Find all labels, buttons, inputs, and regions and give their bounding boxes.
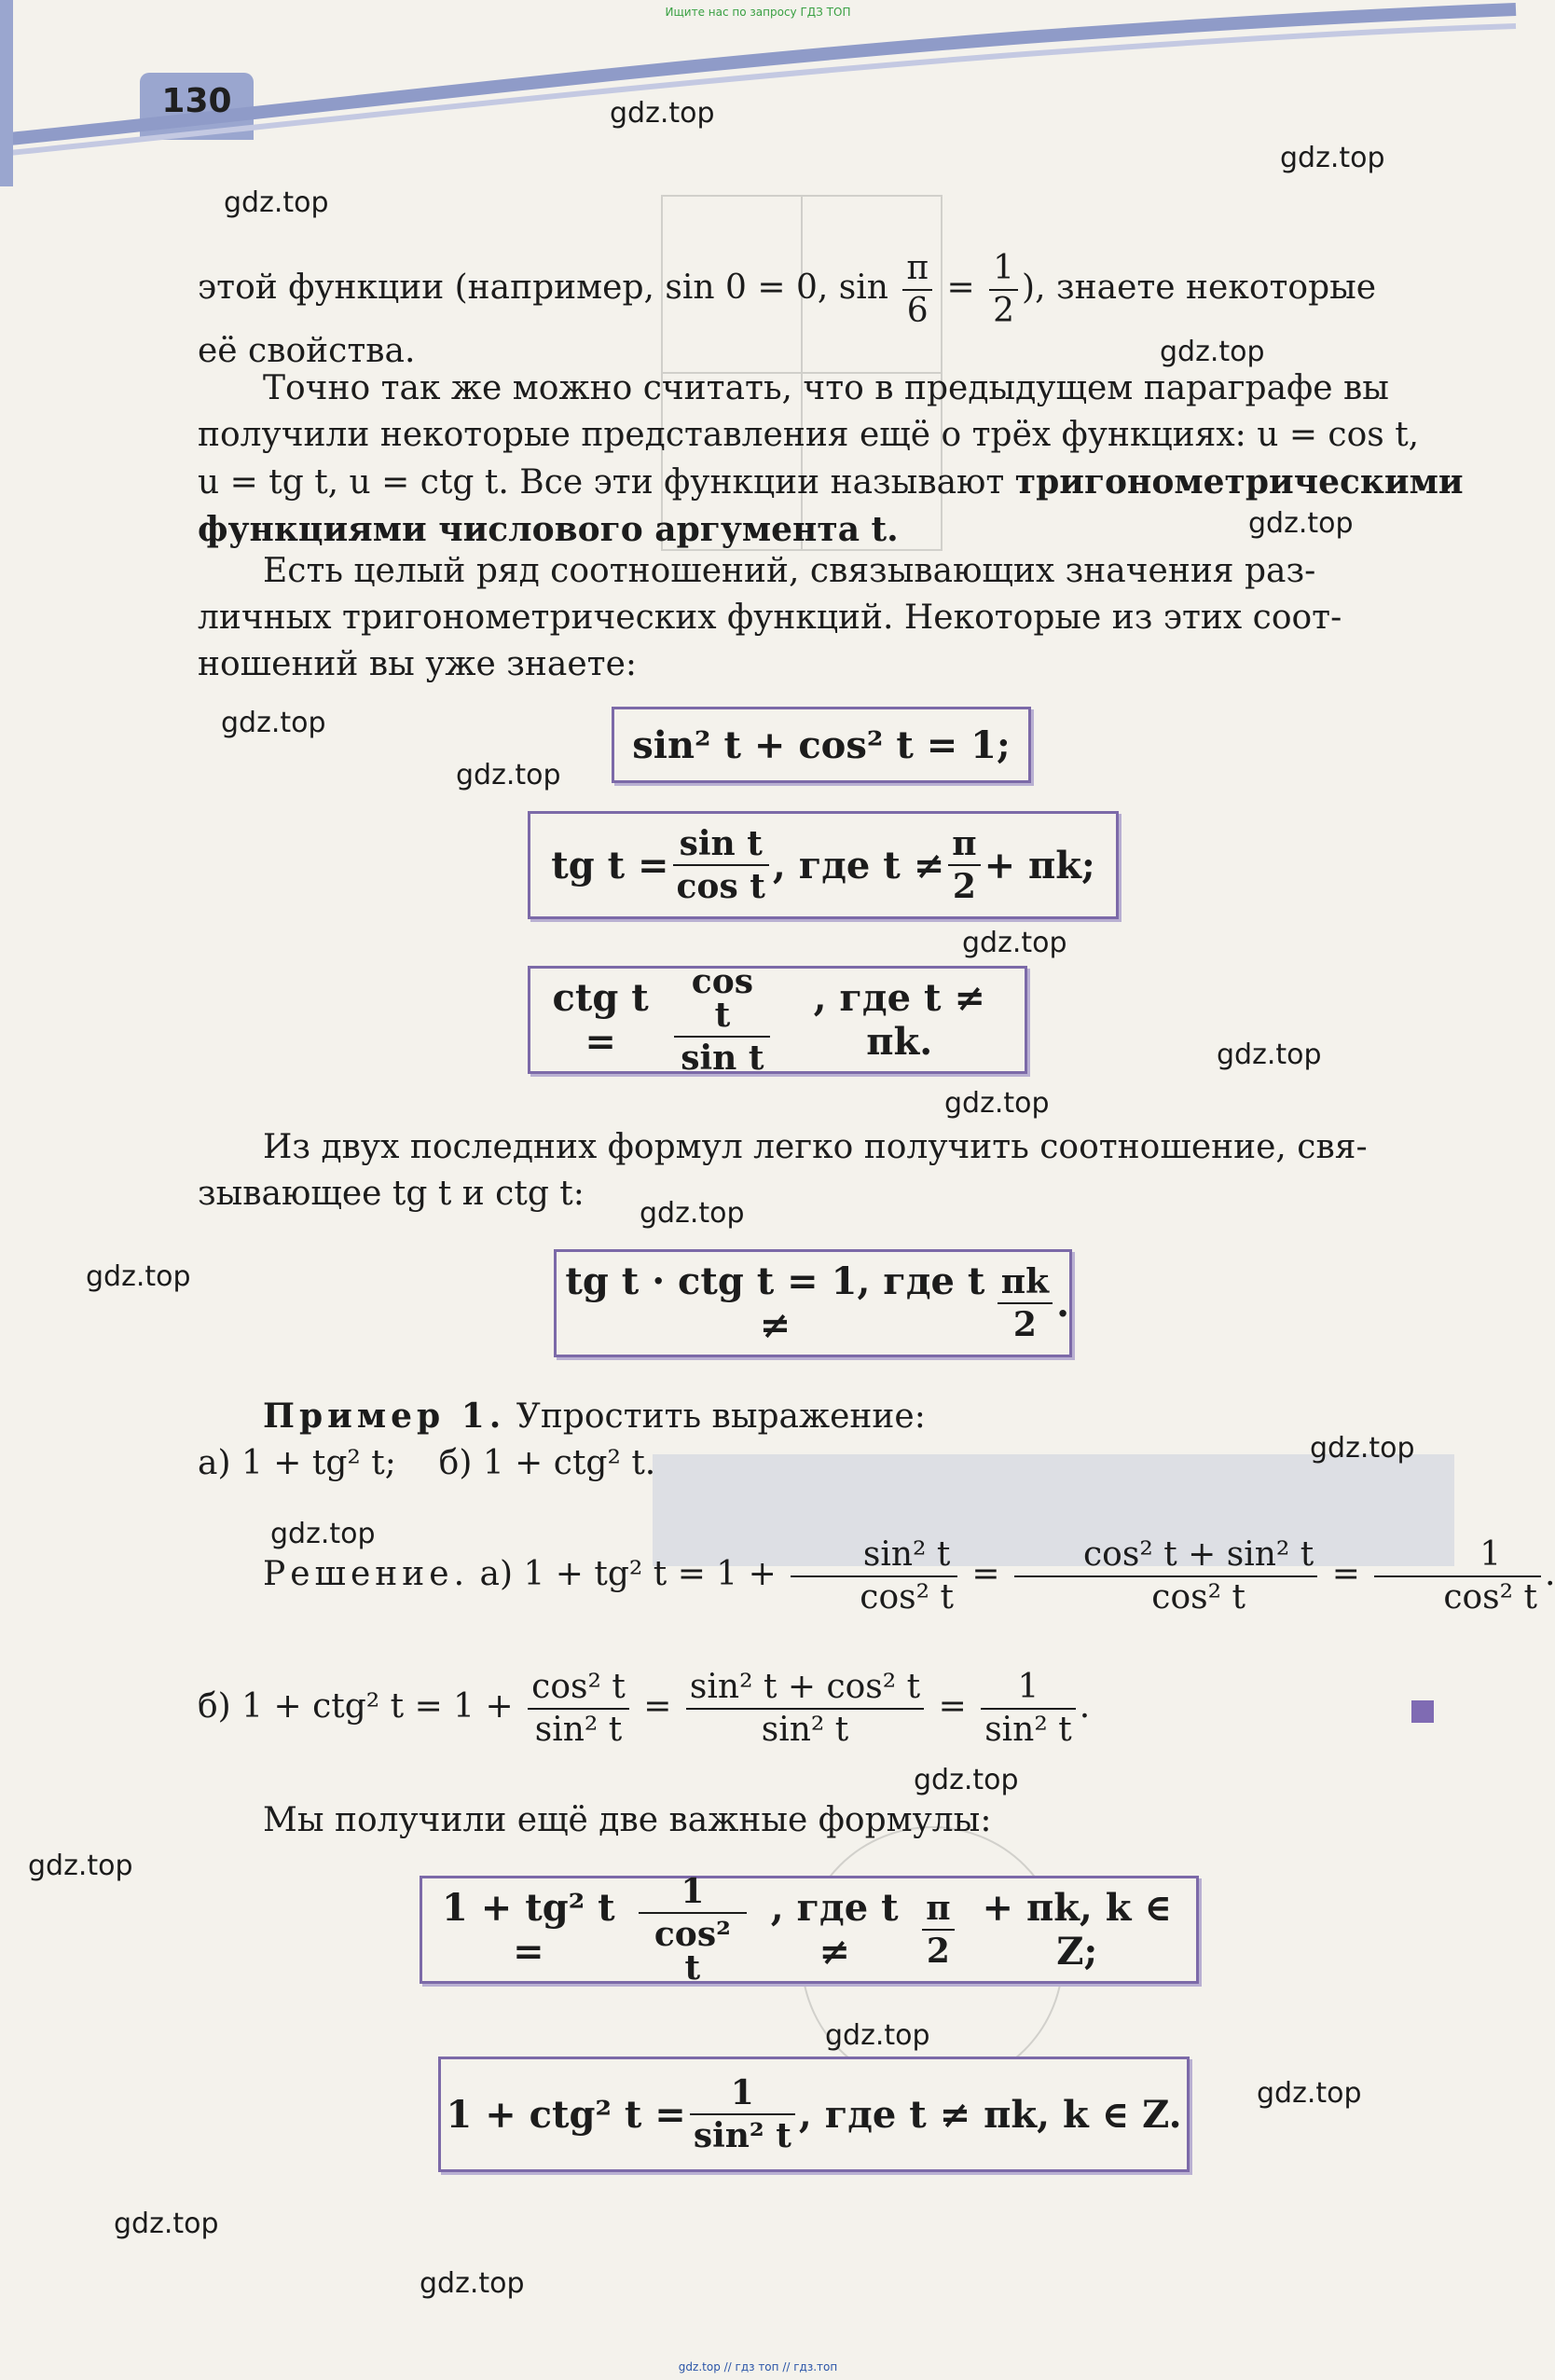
watermark: gdz.top xyxy=(825,2019,930,2052)
watermark: gdz.top xyxy=(420,2267,525,2300)
watermark: gdz.top xyxy=(640,1197,745,1230)
formula-one-plus-ctg-squared: 1 + ctg² t = $\frac{1}{\text{sin² t}}$ , где t ≠ πk, k ∈ Z. xyxy=(438,2057,1190,2172)
pi-over-6: $\frac{\pi}{6}$ xyxy=(902,252,932,328)
solution-b: б) 1 + ctg² t = 1 + $\frac{\text{cos² t}}{\text{sin² t}}$ = $\frac{\text{sin² t + cos² t}}{\text{sin² t}}$ = $\frac{1}{\text{sin² t}}$ . xyxy=(198,1668,1091,1749)
watermark: gdz.top xyxy=(224,186,329,219)
watermark: gdz.top xyxy=(456,759,561,791)
intro-paragraph xyxy=(198,249,1438,375)
example-title: Пример 1. xyxy=(263,1396,506,1436)
paragraph-5: Мы получили ещё две важные формулы: xyxy=(263,1801,992,1839)
paragraph-2: Точно так же можно считать, что в предыдущем параграфе вы получили некоторые представления ещё о трёх функциях: u = cos t, u = tg t, u = ctg t. Все эти функции называют тригонометрическими функциями числового аргумента t. xyxy=(198,369,1464,549)
top-note: Ищите нас по запросу ГДЗ ТОП xyxy=(665,6,851,19)
watermark: gdz.top xyxy=(944,1087,1050,1120)
intro-line-2: её свойства. xyxy=(198,332,416,370)
formula-cotangent: ctg t = $\frac{\text{cos t}}{\text{sin t}}$ , где t ≠ πk. xyxy=(528,966,1027,1074)
end-of-solution-marker xyxy=(1411,1700,1434,1723)
one-half: $\frac{1}{2}$ xyxy=(989,252,1018,328)
intro-line-1: этой функции (например, sin 0 = 0, sin $\frac{\pi}{6}$ = $\frac{1}{2}$ ), знаете некоторые xyxy=(198,249,1377,330)
watermark: gdz.top xyxy=(114,2208,219,2240)
formula-pythagorean-identity: sin² t + cos² t = 1; xyxy=(612,707,1031,783)
watermark: gdz.top xyxy=(1280,142,1385,174)
watermark: gdz.top xyxy=(1160,336,1265,368)
paragraph-3: Есть целый ряд соотношений, связывающих значения раз- личных тригонометрических функций. Некоторые из этих соот- ношений вы уже знаете: xyxy=(198,552,1342,683)
watermark: gdz.top xyxy=(270,1518,376,1550)
page-number: 130 xyxy=(161,82,232,120)
watermark: gdz.top xyxy=(221,707,326,739)
watermark: gdz.top xyxy=(610,97,715,130)
watermark: gdz.top xyxy=(1217,1039,1322,1071)
watermark: gdz.top xyxy=(962,927,1067,959)
solution-a: Решение. а) 1 + tg² t = 1 + $\frac{\text{sin² t}}{\text{cos² t}}$ = $\frac{\text{cos² t + sin² t}}{\text{cos² t}}$ = $\frac{1}{\text{cos² t}}$ . xyxy=(263,1535,1555,1616)
solution-label: Решение. xyxy=(263,1555,470,1593)
watermark: gdz.top xyxy=(86,1260,191,1293)
watermark: gdz.top xyxy=(1310,1432,1415,1465)
watermark: gdz.top xyxy=(28,1850,133,1882)
watermark: gdz.top xyxy=(1248,507,1354,540)
watermark: gdz.top xyxy=(914,1764,1019,1796)
formula-tangent: tg t = $\frac{\text{sin t}}{\text{cos t}}$ , где t ≠ $\frac{\pi}{2}$ + πk; xyxy=(528,811,1119,919)
formula-one-plus-tg-squared: 1 + tg² t = $\frac{1}{\text{cos² t}}$ , где t ≠ $\frac{\pi}{2}$ + πk, k ∈ Z; xyxy=(420,1876,1199,1984)
formula-tg-ctg-product: tg t · ctg t = 1, где t ≠ $\frac{\pi k}{2}$ . xyxy=(554,1249,1072,1357)
example-1: Пример 1. Упростить выражение: а) 1 + tg² t; б) 1 + ctg² t. xyxy=(198,1396,926,1482)
bottom-note: gdz.top // гдз топ // гдз.топ xyxy=(678,2360,838,2373)
paragraph-4: Из двух последних формул легко получить соотношение, свя- зывающее tg t и ctg t: xyxy=(198,1128,1368,1213)
watermark: gdz.top xyxy=(1257,2077,1362,2110)
